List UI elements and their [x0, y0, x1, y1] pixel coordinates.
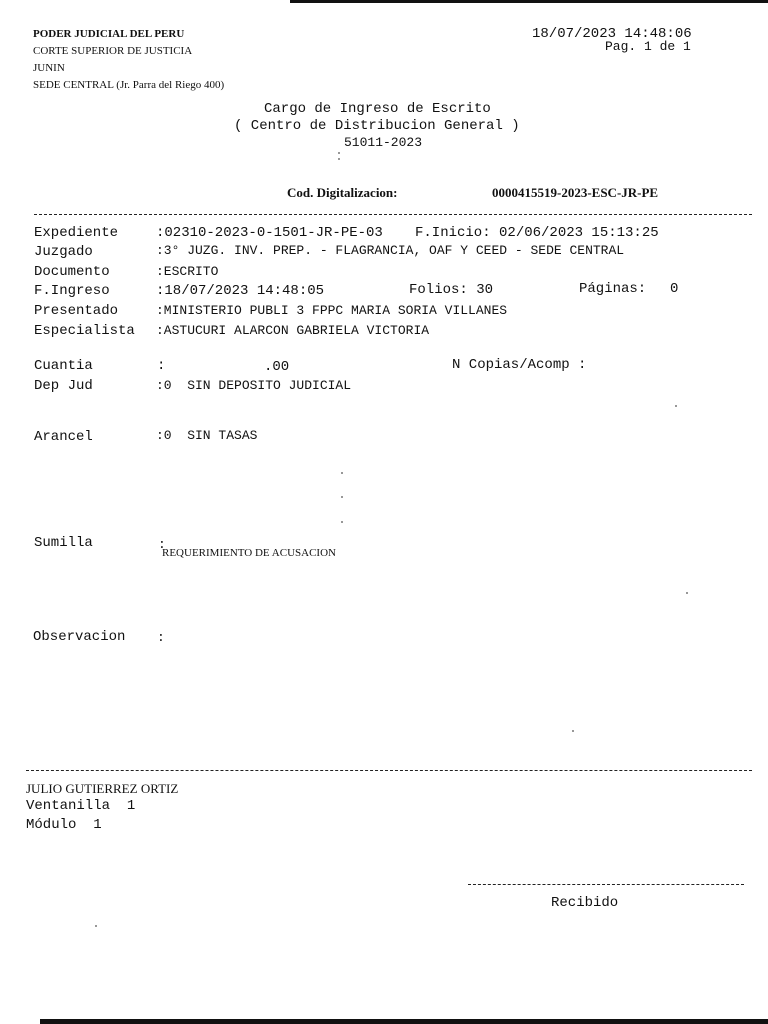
scan-speck	[338, 152, 340, 154]
fecha-ingreso-label: F.Ingreso	[34, 283, 110, 299]
cuantia-value: .00	[264, 359, 290, 375]
sumilla-colon: :	[158, 537, 166, 552]
documento-label: Documento	[34, 264, 110, 280]
folios: Folios: 30	[409, 282, 494, 298]
presentado-label: Presentado	[34, 303, 119, 319]
operator-name: JULIO GUTIERREZ ORTIZ	[26, 781, 179, 796]
expediente-label: Expediente	[34, 225, 119, 241]
scan-speck	[341, 496, 343, 498]
org-line-2: CORTE SUPERIOR DE JUSTICIA	[33, 45, 193, 57]
modulo: Módulo 1	[26, 817, 102, 833]
org-line-4: SEDE CENTRAL (Jr. Parra del Riego 400)	[33, 79, 225, 91]
cuantia-colon: :	[157, 358, 166, 374]
digitalizacion-label: Cod. Digitalizacion:	[287, 185, 398, 200]
copias-label: N Copias/Acomp :	[452, 357, 587, 373]
document-number: 51011-2023	[344, 135, 423, 150]
especialista-value: :ASTUCURI ALARCON GABRIELA VICTORIA	[156, 323, 430, 338]
page-number: Pag. 1 de 1	[605, 39, 691, 54]
paginas-label: Páginas:	[579, 281, 647, 297]
expediente-value: :02310-2023-0-1501-JR-PE-03	[156, 225, 383, 241]
fecha-inicio: F.Inicio: 02/06/2023 15:13:25	[415, 225, 659, 241]
presentado-value: :MINISTERIO PUBLI 3 FPPC MARIA SORIA VILLANES	[156, 303, 508, 318]
ventanilla: Ventanilla 1	[26, 798, 136, 814]
scan-speck	[341, 472, 343, 474]
especialista-label: Especialista	[34, 323, 135, 339]
scan-speck	[572, 730, 574, 732]
cuantia-label: Cuantia	[34, 358, 93, 374]
recibido-label: Recibido	[551, 895, 619, 911]
signature-line	[468, 884, 744, 885]
scan-speck	[341, 521, 343, 523]
observacion-label: Observacion	[33, 629, 126, 645]
org-line-1: PODER JUDICIAL DEL PERU	[33, 28, 185, 40]
sumilla-label: Sumilla	[34, 535, 93, 551]
fecha-ingreso-value: :18/07/2023 14:48:05	[156, 283, 325, 299]
divider-bottom	[26, 770, 752, 771]
scan-speck	[675, 405, 677, 407]
scan-edge-top	[290, 0, 768, 3]
dep-jud-label: Dep Jud	[34, 378, 93, 394]
scan-speck	[686, 592, 688, 594]
digitalizacion-code: 0000415519-2023-ESC-JR-PE	[492, 185, 659, 200]
scan-speck	[338, 158, 340, 160]
juzgado-label: Juzgado	[34, 244, 93, 260]
dep-jud-value: :0 SIN DEPOSITO JUDICIAL	[156, 378, 352, 393]
divider-top	[34, 214, 752, 215]
juzgado-value: :3° JUZG. INV. PREP. - FLAGRANCIA, OAF Y CEED - SEDE CENTRAL	[156, 243, 625, 258]
print-datetime: 18/07/2023 14:48:06	[532, 26, 692, 42]
document-subtitle: ( Centro de Distribucion General )	[234, 118, 520, 134]
scan-speck	[95, 925, 97, 927]
paginas-value: 0	[670, 281, 679, 297]
sumilla-value: REQUERIMIENTO DE ACUSACION	[162, 547, 336, 559]
arancel-value: :0 SIN TASAS	[156, 428, 258, 443]
observacion-colon: :	[157, 630, 165, 645]
document-title: Cargo de Ingreso de Escrito	[264, 101, 491, 117]
org-line-3: JUNIN	[33, 62, 65, 74]
scan-edge-bottom	[40, 1019, 768, 1024]
arancel-label: Arancel	[34, 429, 93, 445]
documento-value: :ESCRITO	[156, 264, 219, 279]
